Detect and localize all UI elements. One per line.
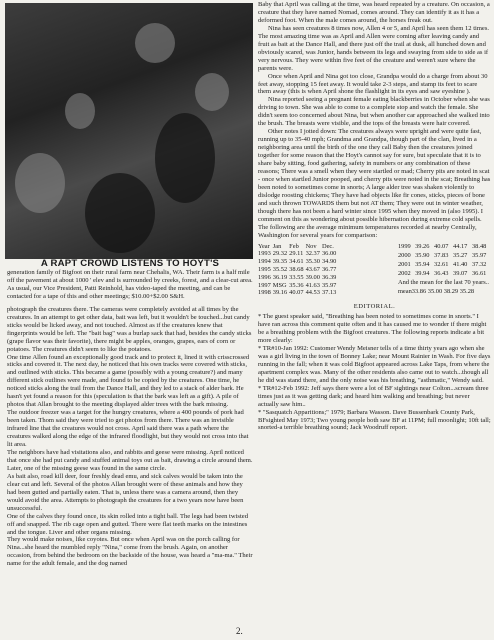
temps-cell: 29.32	[272, 250, 288, 258]
temps-cell: 35.97	[321, 281, 337, 289]
temps-cell: 32.61	[434, 260, 449, 268]
temps-cell: MSG	[272, 281, 287, 289]
temps-cell: 44.17	[453, 242, 468, 250]
temps-cell: 29.11	[289, 250, 304, 258]
temps-cell: 39.94	[415, 269, 430, 277]
temps-mean-line: mean33.86 35.00 38.29 35.28	[397, 288, 475, 296]
paragraph: Baby that April was calling at the time, was heard repeated by a creature. On occasion, a creature that they have named Nomad, comes around. They can identify it as it has a deformed foot. When the male comes around, the horses freak out.	[258, 1, 490, 24]
temps-cell: 33.55	[289, 273, 304, 281]
temps-cell: 36.00	[321, 250, 337, 258]
temps-cell: 34.90	[321, 258, 337, 266]
temps-cell: 39.00	[305, 273, 320, 281]
temps-header-cell: Year	[258, 242, 270, 250]
temps-cell: 36.43	[434, 269, 449, 277]
table-row	[258, 258, 338, 266]
paragraph: The neighbors have had visitations also, and rabbits and geese were missing. April noticed that once she had put candy and stuffed animal toys out as bait, drawing a circle around them. Later, one of the missing geese was found in the same circle.	[7, 448, 253, 472]
temps-cell: 2002	[397, 269, 411, 277]
temps-cell: 35.94	[415, 260, 430, 268]
editorial-title: EDITORIAL.	[353, 303, 396, 311]
temps-cell: 39.07	[453, 269, 468, 277]
temperature-table-left	[258, 243, 338, 298]
temps-cell: 38.68	[289, 265, 304, 273]
temps-cell: 41.63	[305, 281, 320, 289]
temps-cell: 2000	[397, 251, 411, 259]
paragraph: Nina has seen creatures 8 times now, Allen 4 or 5, and April has seen them 12 times. The most amazing time was as April and Allen were coming after leaving candy and fruit as bait at the Dance Hall, and there just off the trail at dusk, all hunched down and obviously scared, was Junior, hands between its legs and swaying from side to side as if very nervous. They were within five feet of the creature and weren't sure where the parents were.	[258, 24, 490, 72]
table-row	[398, 261, 491, 270]
temps-cell: 36.77	[321, 265, 337, 273]
paragraph: One of the calves they found once, its skin rolled into a tight ball. The legs had been twisted off and snapped. The rib cage open and gutted. There were flat teeth marks on the intestines and the tongue. Liver and other organs missing.	[7, 512, 248, 536]
temps-cell: 35.27	[453, 251, 468, 259]
temps-cell: 39.26	[415, 242, 430, 250]
temps-cell: 34.61	[289, 258, 304, 266]
temperature-table-right	[398, 243, 491, 298]
temps-cell: 41.40	[453, 260, 468, 268]
table-row	[258, 274, 338, 282]
paragraph: Once when April and Nina got too close, Grandpa would do a charge from about 30 feet away, stopping 15 feet away. It would take 2-3 steps, and stamp its feet to scare them away (this is when April shone the flashlight in its eyes and saw eyeshine ).	[258, 72, 488, 96]
table-row	[258, 250, 338, 258]
editorial-paragraph: * TR#10-Jan 1992: Customer Wendy Meisner tells of a time thirty years ago when she was a girl living in the town of Bonney Lake; near Mount Rainier in Wash. For five days running in the fall; when it was cold Bigfoot appeared across Lake Taps, from where the apartment complex was. Many of the other residents also came out to watch...though all he did was stand there, and the only noise was his breathing, "asthmatic," Wendy said.	[258, 344, 491, 384]
meeting-photo	[5, 3, 253, 259]
photo-caption: A RAPT CROWD LISTENS TO HOYT'S	[40, 258, 220, 269]
temps-cell: 39.16	[272, 289, 288, 297]
temps-cell: 40.07	[434, 242, 449, 250]
table-row	[258, 289, 338, 297]
temps-cell: 37.32	[471, 260, 487, 268]
paragraph: generation family of Bigfoot on their rural farm near Chehalis, WA. Their farm is a half mile off the pavement at about 1000 ' elev and is surrounded by creeks, forest, and a clear-cut area.	[7, 269, 253, 284]
editorial-paragraph: * "Sasquatch Apparitions;" 1979; Barbara Wasson. Dave Bussenbark County Park, BFsighted May 1973; Two young people both saw BF at 11PM; full moonlight; 10ft tall; snorted-a terrible breathing sound; Jack Woodruff report.	[258, 408, 491, 432]
right-column	[258, 1, 491, 432]
table-row	[258, 282, 338, 290]
left-column	[7, 269, 253, 568]
temps-cell: 1997	[258, 281, 271, 289]
table-row	[398, 243, 491, 252]
paragraph: They would make noises, like coyotes. But once when April was on the porch calling for Nina...she heard the mumbled reply "Nina," come from the brush. Again, on another occasion, from behind the bedroom on the backside of the house, was heard a "ma-ma." Their name for the adult female, and the dog named	[7, 536, 253, 568]
temps-cell: 37.13	[321, 289, 337, 297]
temps-cell: 32.37	[305, 250, 320, 258]
paragraph: As usual, our Vice President, Patti Reinhold, has video-taped the meeting, and can be contacted for a tape of this and other meetings; $10.00+$2.00 S&H.	[7, 284, 231, 300]
paragraph: Other notes I jotted down: The creatures always were upright and were quite fast, running up to 35-40 mph; Grandma and Grandpa, though part of the clan, lived in a neighboring area until the birth of the one they call Baby then the creatures joined together for some reason that the Hoyt's cannot say for sure, but speculate that it is to share baby sitting, food gathering, safety in numbers or any combination of these reasons; There was a smell when they were startled or mad; Cherry pits are noted in scat - once when startled Junior pooped, and cherry pits were noted in the scat; Breathing has been noted to sometimes come in snorts; A large alder tree was shaken violently to dislodge roosting chickens; They have had objects like fir cones, sticks, pieces of bone and such thrown TOWARDS them but not AT them; They were out in winter weather, though there has not been a hard winter since 1995 when they moved in (also 1995). I comment on this as wondering about possible hibernation during extreme cold spells. The following are the average minimum temperatures recorded at nearby Centrally, Washington for several years for comparison:	[258, 128, 491, 239]
temps-cell: 2001	[397, 260, 411, 268]
temps-cell: 35.97	[471, 251, 487, 259]
temps-cell: 38.48	[471, 242, 487, 250]
temps-cell: 35.52	[272, 265, 288, 273]
table-row	[258, 266, 338, 274]
temps-note-line: And the mean for the last 70 years..	[397, 278, 489, 286]
paragraph: Nina reported seeing a pregnant female eating blackberries in October when she was driving to town. She was able to come to a complete stop and watch the female. She didn't seem too concerned about Nina, but when another car approached she walked into the brush. The breasts were visible, and the tops of the breasts were hair covered.	[258, 96, 490, 128]
editorial-paragraph: * The guest speaker said, "Breathing has been noted to sometimes come in snorts." I have ran across this comment quite often and it has caused me to wonder if there might be a breathing problem with the Bigfoot creatures. The following reports indicate a bit more clearly:	[258, 313, 487, 344]
temps-header-cell: Jan	[272, 242, 282, 250]
temps-cell: 1998	[258, 289, 271, 297]
temps-cell: 1995	[258, 265, 271, 273]
temps-cell: 40.07	[289, 289, 304, 297]
temps-cell: 37.83	[434, 251, 449, 259]
page-number: 2.	[236, 626, 243, 636]
temps-cell: 35.90	[415, 251, 430, 259]
paragraph: photograph the creatures there. The cameras were completely avoided at all times by the creatures. In an attempt to get other data, bait was left, but it wouldn't be touched...but candy sticks would be licked away, and not touched. Almost as if the creatures knew that fingerprints would be left. The "bait bag" was a burlap sack that had, besides the candy sticks (grape flavor was their favorite), there might be apples, oranges, grapes, ears of corn or potatoes. The creatures didn't seem to like the potatoes.	[7, 305, 252, 353]
paragraph: One time Allen found an exceptionally good track and to protect it, lined it with crisscrossed sticks and covered it. The next day, he noticed that his own tracks were covered with sticks, and outlined with sticks. This became a game (possibly with a young creature?) and many different stick outlines were made, and found to be copied by the creatures. One time, he noticed sticks along the trail from the Dance Hall, and they led to a stack of alder bark. He hasn't yet found a reason for this (speculation is that the bark was left as a gift). A pile of photos that Allan brought to the meeting displayed alder trees with the bark missing.	[7, 353, 250, 409]
temps-cell: 1994	[258, 258, 271, 266]
temps-cell: 44.53	[305, 289, 320, 297]
temps-cell: 35.36	[289, 281, 304, 289]
table-row	[398, 270, 491, 279]
temps-cell: 1999	[397, 242, 411, 250]
temps-header-cell: Dec.	[321, 242, 334, 250]
paragraph: As bait also, road kill deer, four freshly dead emu, and sick calves would be taken into the clear cut and left. Several of the photos Allan brought were of these animals and how they had been gutted and partially eaten. That is, unless there was a camera around, then they would avoid the area. Attempts to photograph the creatures for a two years now have been unsuccessful.	[7, 472, 244, 512]
temps-cell: 36.39	[321, 273, 337, 281]
table-row	[398, 252, 491, 261]
temps-cell: 35.30	[305, 258, 320, 266]
temps-cell: 36.19	[272, 273, 288, 281]
editorial-paragraph: * TR#12-Feb 1992: Jeff says there were a lot of BF sightings near Colton...scream three times just as it was getting dark; and heard him walking and breathing; but never actually saw him..	[258, 384, 489, 408]
temps-cell: 43.67	[305, 265, 320, 273]
temps-header-cell: Feb	[289, 242, 299, 250]
temps-cell: 1996	[258, 273, 271, 281]
temps-cell: 1993	[258, 250, 271, 258]
temps-cell: 36.61	[471, 269, 487, 277]
paragraph: The outdoor freezer was a target for the hungry creatures, where a 400 pounds of pork had been taken. Thom said they were tried to get photos from there. There was an invisible infrared line that the creatures would not cross. April said there was a path where the creatures walked along the edge of the infrared floodlight, but they would not cross into that lit area.	[7, 409, 249, 449]
temperature-tables	[258, 243, 491, 298]
temps-cell: 39.35	[272, 258, 288, 266]
temps-header-cell: Nov	[305, 242, 317, 250]
